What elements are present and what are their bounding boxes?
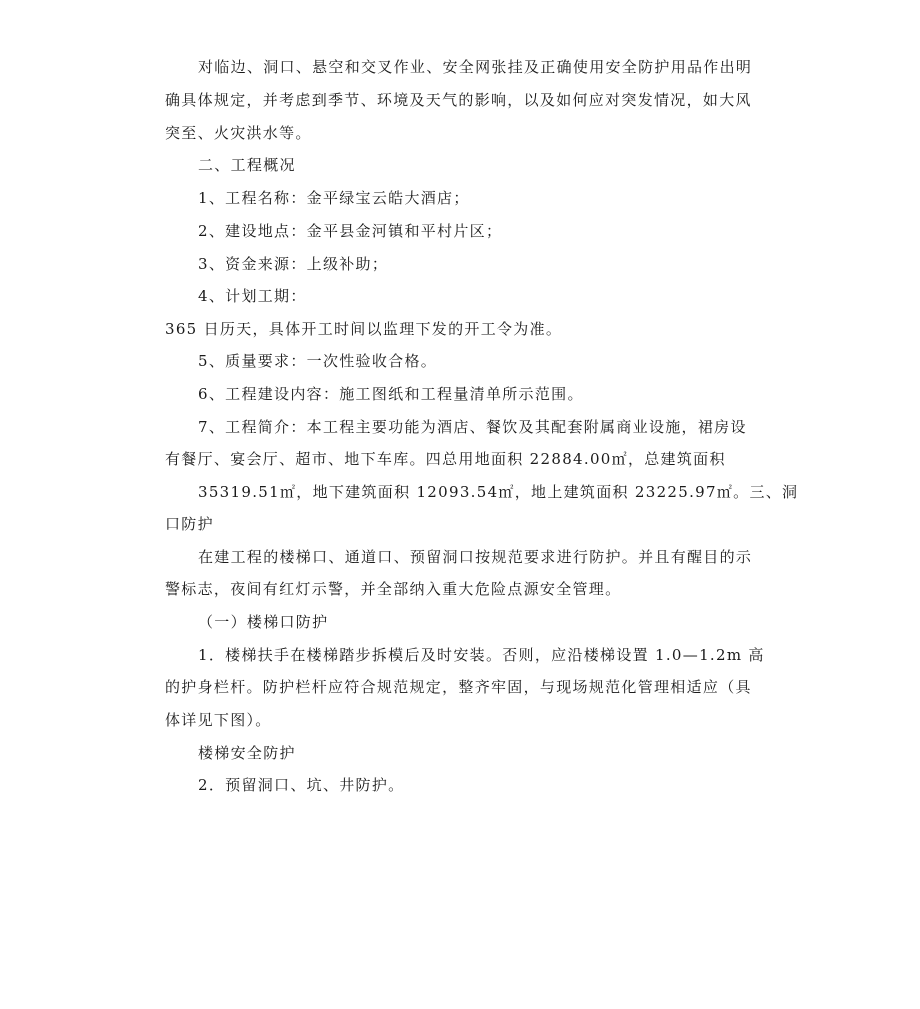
paragraph-line: 对临边、洞口、悬空和交叉作业、安全网张挂及正确使用安全防护用品作出明 (198, 58, 753, 76)
paragraph-line: 在建工程的楼梯口、通道口、预留洞口按规范要求进行防护。并且有醒目的示 (198, 548, 753, 566)
list-item: 4、计划工期： (198, 287, 307, 305)
paragraph-line: 有餐厅、宴会厅、超市、地下车库。四总用地面积 22884.00㎡，总建筑面积 (165, 450, 726, 468)
list-item: 2．预留洞口、坑、井防护。 (198, 776, 405, 794)
list-item: 6、工程建设内容：施工图纸和工程量清单所示范围。 (198, 385, 584, 403)
paragraph-line: 突至、火灾洪水等。 (165, 124, 312, 142)
section-heading: 口防护 (165, 515, 214, 533)
list-item: 3、资金来源：上级补助； (198, 255, 389, 273)
list-item: 2、建设地点：金平县金河镇和平村片区； (198, 222, 503, 240)
paragraph-line: 警标志，夜间有红灯示警，并全部纳入重大危险点源安全管理。 (165, 580, 622, 598)
list-item: 7、工程简介：本工程主要功能为酒店、餐饮及其配套附属商业设施，裙房设 (198, 418, 747, 436)
section-heading: 二、工程概况 (198, 156, 296, 174)
paragraph-line: 的护身栏杆。防护栏杆应符合规范规定，整齐牢固，与现场规范化管理相适应（具 (165, 678, 752, 696)
list-item: 5、质量要求：一次性验收合格。 (198, 352, 438, 370)
paragraph-line: 确具体规定，并考虑到季节、环境及天气的影响，以及如何应对突发情况，如大风 (165, 91, 752, 109)
list-item: 1、工程名称：金平绿宝云皓大酒店； (198, 189, 470, 207)
paragraph-line: 365 日历天，具体开工时间以监理下发的开工令为准。 (165, 320, 563, 338)
paragraph-line: 35319.51㎡，地下建筑面积 12093.54㎡，地上建筑面积 23225.97㎡。三、洞 (198, 483, 799, 501)
figure-caption: 楼梯安全防护 (198, 744, 296, 762)
subsection-heading: （一）楼梯口防护 (198, 613, 329, 631)
paragraph-line: 体详见下图）。 (165, 711, 272, 729)
paragraph-line: 1．楼梯扶手在楼梯踏步拆模后及时安装。否则，应沿楼梯设置 1.0—1.2m 高 (198, 646, 765, 664)
